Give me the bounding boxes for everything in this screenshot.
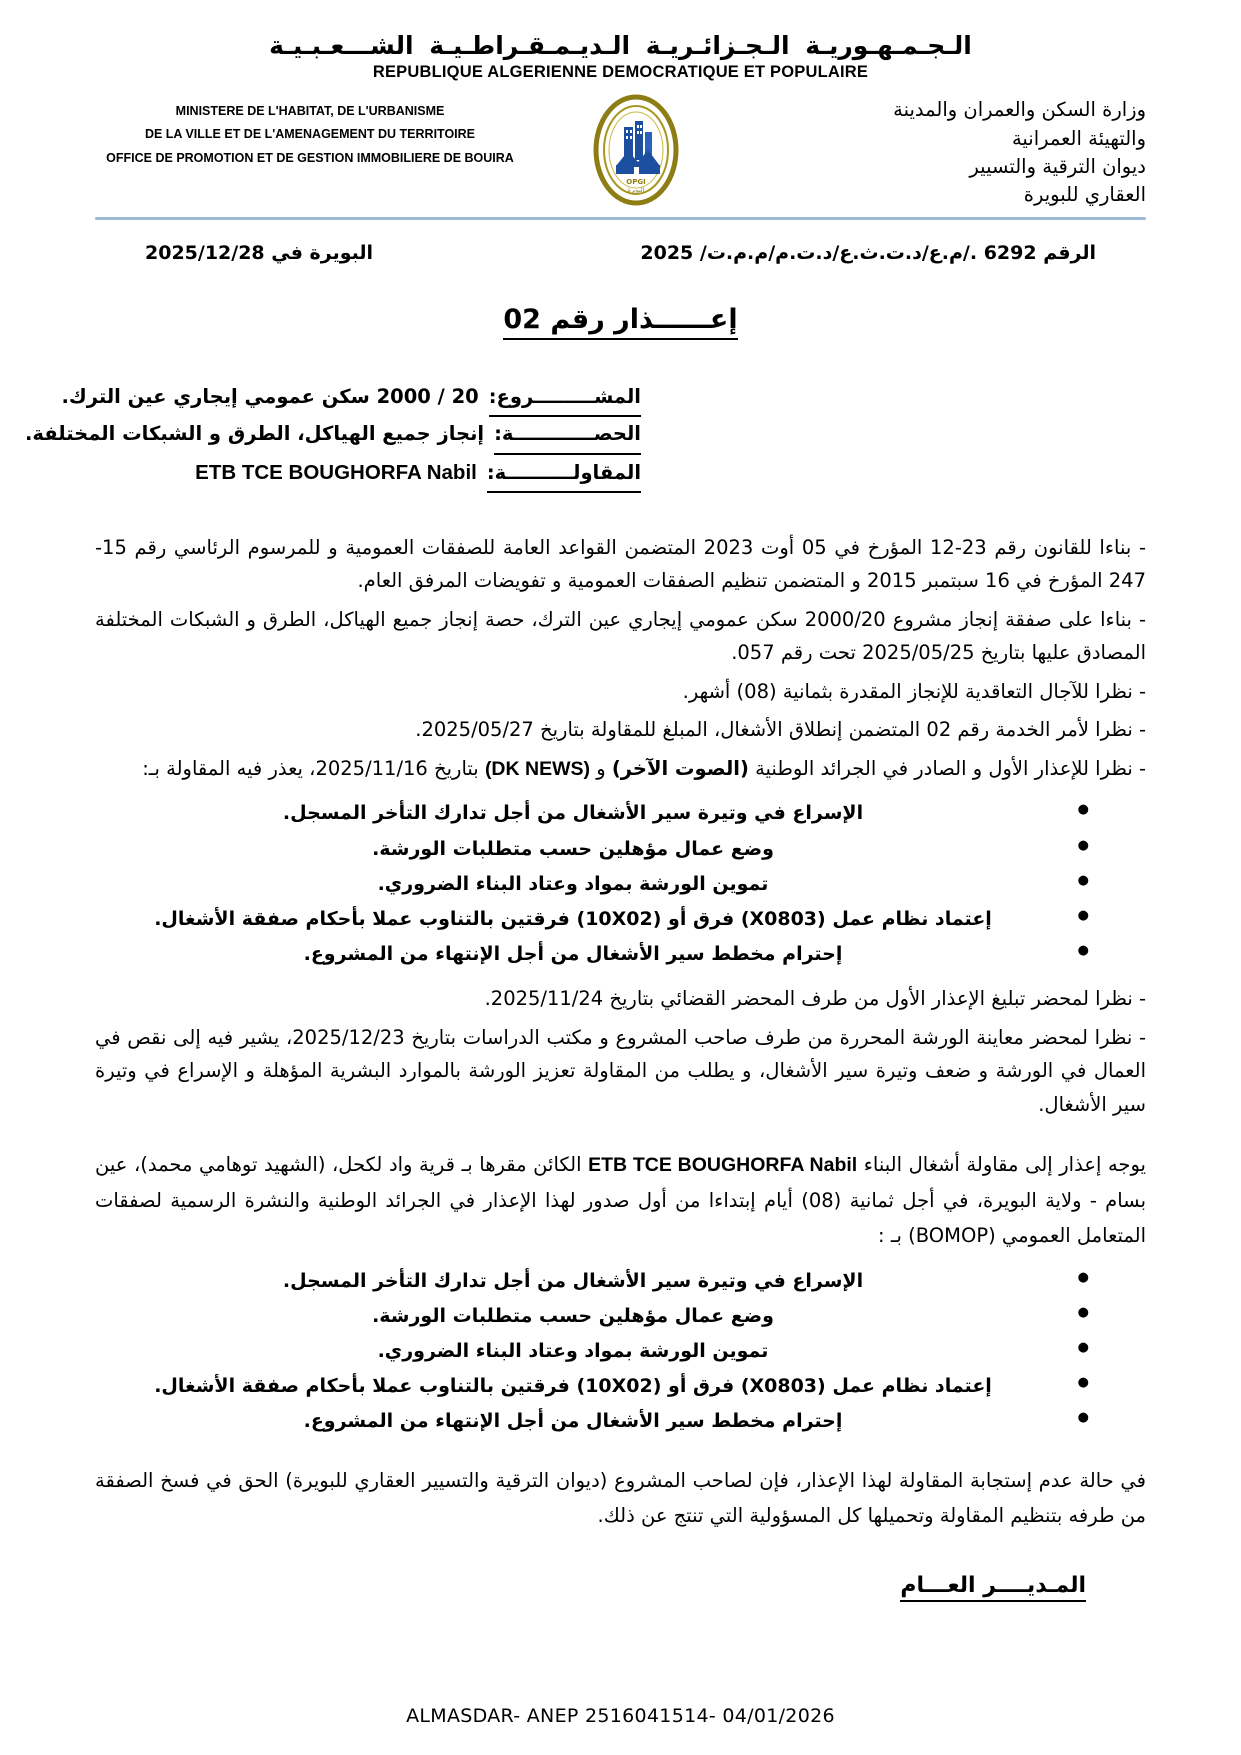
clause-law-reference: - بناءا للقانون رقم 23-12 المؤرخ في 05 أوت 2023 المتضمن القواعد العامة للصفقات العمومية و للمرسوم الرئاسي رقم 15-247 المؤرخ في 16 سبتمبر 2015 و المتضمن تنظيم الصفقات العمومية و تفويضات المرفق العام. <box>95 535 1146 593</box>
document-header <box>0 0 1241 209</box>
list-item: ● الإسراع في وتيرة سير الأشغال من أجل تدارك التأخر المسجل. <box>95 796 1051 831</box>
list-item: ● إحترام مخطط سير الأشغال من أجل الإنتهاء من المشروع. <box>95 1404 1051 1439</box>
ministry-block <box>95 92 1146 209</box>
clause-contract-reference: - بناءا على صفقة إنجاز مشروع 2000/20 سكن عمومي إيجاري عين الترك، حصة إنجاز جميع الهياكل، الطرق و الشبكات المختلفة المصادق عليها بتاريخ 2025/05/25 تحت رقم 057. <box>95 607 1146 665</box>
ministry-arabic-line-4: العقاري للبويرة <box>1023 183 1146 207</box>
signature-title <box>95 1567 1146 1605</box>
list-item: ● وضع عمال مؤهلين حسب متطلبات الورشة. <box>95 1299 1051 1334</box>
project-meta-block <box>0 380 1111 492</box>
page-title <box>0 304 1241 335</box>
ministry-french-line-1: MINISTERE DE L'HABITAT, DE L'URBANISME <box>175 104 445 119</box>
clause-service-order: - نظرا لأمر الخدمة رقم 02 المتضمن إنطلاق الأشغال، المبلغ للمقاولة بتاريخ 2025/05/27. <box>415 718 1146 742</box>
ministry-french-line-3: OFFICE DE PROMOTION ET DE GESTION IMMOBILIERE DE BOUIRA <box>106 150 514 165</box>
first-notice-conjunction: و <box>596 756 606 780</box>
first-notice-paper-2: (DK NEWS) <box>484 757 591 780</box>
list-item: ● الإسراع في وتيرة سير الأشغال من أجل تدارك التأخر المسجل. <box>95 1264 1051 1299</box>
svg-text:OPGI: OPGI <box>625 178 646 187</box>
svg-text:البويرة: البويرة <box>627 187 644 195</box>
meta-row-contractor <box>0 455 1111 493</box>
notice-paragraph-part-2: الكائن مقرها بـ قرية واد لكحل، (الشهيد توهامي محمد)، عين بسام - ولاية البويرة، في أجل ثمانية (08) أيام إبتداءا من أول صدور لهذا الإعذار في الجرائد الوطنية والنشرة الرسمية لصفقات المتعامل العمومي (BOMOP) بـ : <box>95 1153 1147 1248</box>
clause-first-notice <box>95 752 1146 787</box>
meta-value-project: 20 / 2000 سكن عمومي إيجاري عين الترك. <box>61 385 479 409</box>
meta-label-project: المشـــــــــروع: <box>489 380 641 417</box>
place-and-date: البويرة في 2025/12/28 <box>145 242 374 265</box>
clause-bailiff-report: - نظرا لمحضر تبليغ الإعذار الأول من طرف المحضر القضائي بتاريخ 2025/11/24. <box>484 987 1146 1011</box>
republic-title-arabic: الـجـمـهـوريـة الـجـزائـريـة الـديـمـقـراطـيـة الشـــعـبـيـة <box>269 31 972 60</box>
clause-site-inspection-report: - نظرا لمحضر معاينة الورشة المحررة من طرف صاحب المشروع و مكتب الدراسات بتاريخ 2025/12/23، يشير فيه إلى نقص في العمال في الورشة و ضعف وتيرة سير الأشغال، و يطلب من المقاولة تعزيز الورشة بالموارد البشرية المؤهلة و الإسراع في وتيرة سير الأشغال. <box>95 1025 1146 1116</box>
signature-title-text: المـديــــر العـــام <box>900 1573 1086 1602</box>
demands-list-second <box>95 1264 1146 1440</box>
closing-paragraph: في حالة عدم إستجابة المقاولة لهذا الإعذار، فإن لصاحب المشروع (ديوان الترقية والتسيير العقاري للبويرة) الحق في فسخ الصفقة من طرفه بتنظيم المقاولة وتحميلها كل المسؤولية التي تنتج عن ذلك. <box>95 1469 1146 1528</box>
meta-row-project <box>0 380 1111 417</box>
meta-value-lot: إنجاز جميع الهياكل، الطرق و الشبكات المختلفة. <box>24 422 485 446</box>
list-item: ● إعتماد نظام عمل (X0803) فرق أو (10X02) فرقتين بالتناوب عملا بأحكام صفقة الأشغال. <box>95 1369 1051 1404</box>
page-title-text: إعــــــذار رقم 02 <box>503 304 737 340</box>
ministry-french-line-2: DE LA VILLE ET DE L'AMENAGEMENT DU TERRITOIRE <box>144 127 476 142</box>
meta-value-contractor: ETB TCE BOUGHORFA Nabil <box>195 460 477 484</box>
reference-number: الرقم 6292 ./م.ع/د.ت.ث.ع/د.ت.م/م.م.ت/ 2025 <box>640 242 1096 265</box>
document-body <box>95 531 1146 1606</box>
first-notice-prefix: - نظرا للإعذار الأول و الصادر في الجرائد الوطنية <box>755 756 1146 780</box>
ministry-french <box>95 92 525 169</box>
formal-notice-paragraph <box>95 1147 1146 1253</box>
ministry-arabic-line-2: والتهيئة العمرانية <box>1011 126 1146 150</box>
ministry-arabic-line-3: ديوان الترقية والتسيير <box>969 154 1146 178</box>
list-item: ● وضع عمال مؤهلين حسب متطلبات الورشة. <box>95 832 1051 867</box>
reference-line <box>0 220 1241 264</box>
list-item: ● إعتماد نظام عمل (X0803) فرق أو (10X02) فرقتين بالتناوب عملا بأحكام صفقة الأشغال. <box>95 902 1051 937</box>
notice-paragraph-company: ETB TCE BOUGHORFA Nabil <box>588 1154 858 1177</box>
ministry-arabic <box>746 92 1146 209</box>
list-item: ● تموين الورشة بمواد وعتاد البناء الضروري. <box>95 1334 1051 1369</box>
ministry-arabic-line-1: وزارة السكن والعمران والمدينة <box>893 98 1146 122</box>
meta-row-lot <box>0 417 1111 454</box>
first-notice-paper-1: (الصوت الآخر) <box>611 756 749 780</box>
republic-title-french: REPUBLIQUE ALGERIENNE DEMOCRATIQUE ET POPULAIRE <box>372 63 869 82</box>
demands-list-first <box>95 796 1146 972</box>
list-item: ● إحترام مخطط سير الأشغال من أجل الإنتهاء من المشروع. <box>95 937 1051 972</box>
footer-anep-reference: ALMASDAR- ANEP 2516041514- 04/01/2026 <box>406 1705 835 1727</box>
list-item: ● تموين الورشة بمواد وعتاد البناء الضروري. <box>95 867 1051 902</box>
opgi-seal-logo <box>580 94 692 206</box>
notice-paragraph-part-1: يوجه إعذار إلى مقاولة أشغال البناء <box>863 1153 1146 1177</box>
clause-contractual-deadline: - نظرا للآجال التعاقدية للإنجاز المقدرة بثمانية (08) أشهر. <box>682 679 1146 703</box>
first-notice-date: بتاريخ 2025/11/16، يعذر فيه المقاولة بـ: <box>142 756 479 780</box>
meta-label-lot: الحصــــــــــــة: <box>494 417 641 454</box>
meta-label-contractor: المقاولــــــــــة: <box>487 456 641 493</box>
